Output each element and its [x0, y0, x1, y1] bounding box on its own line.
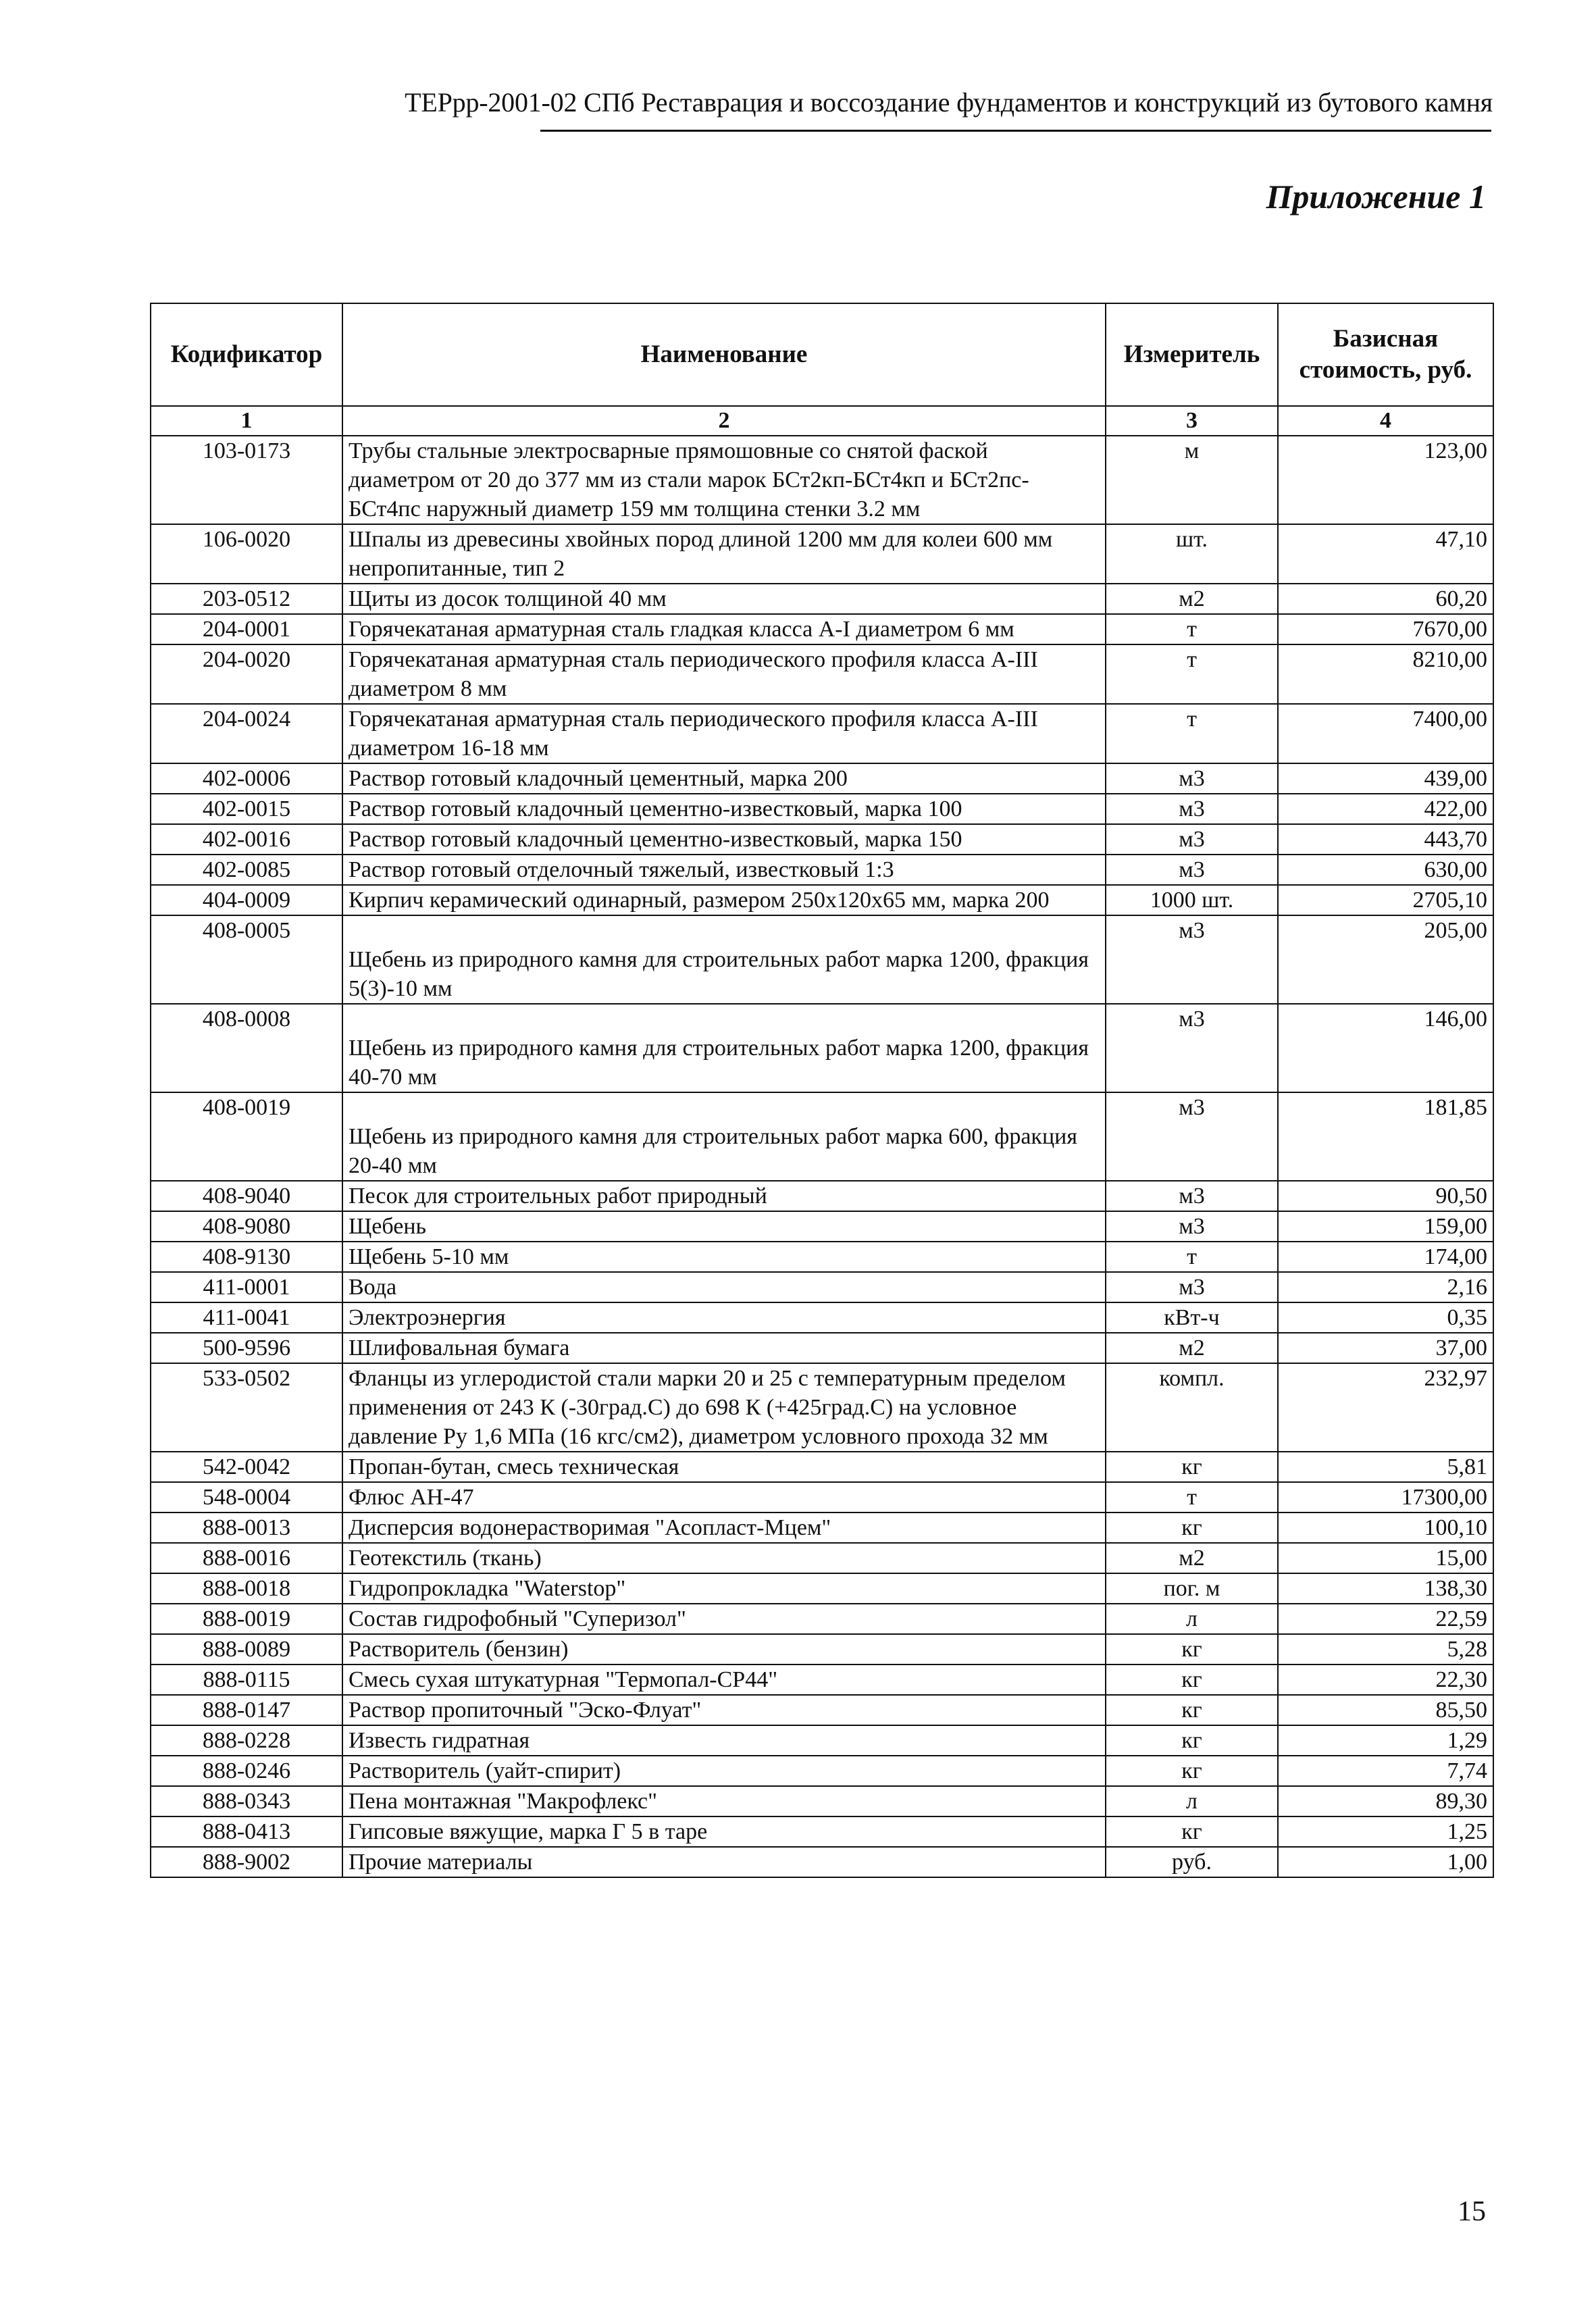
appendix-label: Приложение 1: [1266, 178, 1486, 215]
column-number-row: [151, 406, 1493, 436]
materials-price-table: [150, 303, 1494, 1878]
material-name-cell: Раствор готовый кладочный цементно-известковый, марка 100: [342, 794, 1106, 824]
unit-cell: м: [1106, 436, 1278, 524]
price-cell: 17300,00: [1278, 1482, 1493, 1513]
material-name-cell: Пропан-бутан, смесь техническая: [342, 1452, 1106, 1482]
column-header-unit: Измеритель: [1106, 303, 1278, 406]
material-name-cell: Шлифовальная бумага: [342, 1333, 1106, 1363]
price-cell: 159,00: [1278, 1211, 1493, 1242]
unit-cell: кг: [1106, 1634, 1278, 1664]
material-name-cell: Щебень: [342, 1211, 1106, 1242]
document-header-title: ТЕРрр-2001-02 СПб Реставрация и воссоздание фундаментов и конструкций из бутового камня: [405, 87, 1493, 118]
unit-cell: т: [1106, 704, 1278, 763]
material-code-cell: 408-9130: [151, 1242, 342, 1272]
price-cell: 5,28: [1278, 1634, 1493, 1664]
table-header-row: [151, 303, 1493, 406]
material-code-cell: 204-0001: [151, 614, 342, 644]
table-row: [151, 1543, 1493, 1573]
material-code-cell: 204-0024: [151, 704, 342, 763]
material-name-cell: Раствор готовый кладочный цементно-известковый, марка 150: [342, 824, 1106, 855]
price-cell: 630,00: [1278, 855, 1493, 885]
table-row: [151, 1363, 1493, 1452]
unit-cell: т: [1106, 644, 1278, 704]
material-name-cell: Кирпич керамический одинарный, размером 250х120х65 мм, марка 200: [342, 885, 1106, 915]
unit-cell: м3: [1106, 1004, 1278, 1092]
unit-cell: 1000 шт.: [1106, 885, 1278, 915]
material-code-cell: 888-0246: [151, 1756, 342, 1786]
price-cell: 85,50: [1278, 1695, 1493, 1725]
material-code-cell: 408-9040: [151, 1181, 342, 1211]
material-code-cell: 408-0019: [151, 1092, 342, 1181]
material-name-cell: Горячекатаная арматурная сталь периодического профиля класса А-III диаметром 8 мм: [342, 644, 1106, 704]
column-number: 2: [342, 406, 1106, 436]
table-row: [151, 1211, 1493, 1242]
unit-cell: м2: [1106, 1333, 1278, 1363]
unit-cell: кг: [1106, 1513, 1278, 1543]
material-code-cell: 888-0016: [151, 1543, 342, 1573]
unit-cell: кВт-ч: [1106, 1302, 1278, 1333]
table-row: [151, 1272, 1493, 1302]
table-row: [151, 524, 1493, 584]
table-row: [151, 1725, 1493, 1756]
unit-cell: л: [1106, 1604, 1278, 1634]
material-code-cell: 106-0020: [151, 524, 342, 584]
price-cell: 1,25: [1278, 1816, 1493, 1847]
price-cell: 47,10: [1278, 524, 1493, 584]
table-row: [151, 1513, 1493, 1543]
price-cell: 138,30: [1278, 1573, 1493, 1604]
material-code-cell: 402-0015: [151, 794, 342, 824]
table-row: [151, 1847, 1493, 1877]
page-number: 15: [1458, 2196, 1486, 2227]
price-cell: 7670,00: [1278, 614, 1493, 644]
material-code-cell: 402-0016: [151, 824, 342, 855]
table-row: [151, 885, 1493, 915]
material-code-cell: 408-0008: [151, 1004, 342, 1092]
material-code-cell: 533-0502: [151, 1363, 342, 1452]
column-number: 1: [151, 406, 342, 436]
material-code-cell: 888-0228: [151, 1725, 342, 1756]
unit-cell: кг: [1106, 1695, 1278, 1725]
material-name-cell: Раствор пропиточный "Эско-Флуат": [342, 1695, 1106, 1725]
material-code-cell: 103-0173: [151, 436, 342, 524]
material-code-cell: 408-9080: [151, 1211, 342, 1242]
material-code-cell: 411-0001: [151, 1272, 342, 1302]
material-name-cell: Смесь сухая штукатурная "Термопал-СР44": [342, 1664, 1106, 1695]
material-code-cell: 888-0343: [151, 1786, 342, 1816]
material-name-cell: Состав гидрофобный "Суперизол": [342, 1604, 1106, 1634]
material-name-cell: Электроэнергия: [342, 1302, 1106, 1333]
material-name-cell: Горячекатаная арматурная сталь гладкая класса А-I диаметром 6 мм: [342, 614, 1106, 644]
table-row: [151, 1004, 1493, 1092]
table-row: [151, 855, 1493, 885]
price-cell: 1,00: [1278, 1847, 1493, 1877]
unit-cell: кг: [1106, 1816, 1278, 1847]
material-name-text: Щебень из природного камня для строительных работ марка 1200, фракция 40-70 мм: [349, 1036, 1089, 1090]
material-code-cell: 408-0005: [151, 915, 342, 1004]
table-row: [151, 614, 1493, 644]
price-cell: 174,00: [1278, 1242, 1493, 1272]
material-name-cell: Дисперсия водонерастворимая "Асопласт-Мцем": [342, 1513, 1106, 1543]
material-name-cell: [342, 915, 1106, 1004]
table-row: [151, 1333, 1493, 1363]
price-cell: 5,81: [1278, 1452, 1493, 1482]
material-name-cell: Шпалы из древесины хвойных пород длиной 1200 мм для колеи 600 мм непропитанные, тип 2: [342, 524, 1106, 584]
material-name-cell: Растворитель (уайт-спирит): [342, 1756, 1106, 1786]
price-cell: 205,00: [1278, 915, 1493, 1004]
unit-cell: м3: [1106, 855, 1278, 885]
material-code-cell: 402-0006: [151, 763, 342, 794]
column-header-code: Кодификатор: [151, 303, 342, 406]
table-row: [151, 1452, 1493, 1482]
price-cell: 7400,00: [1278, 704, 1493, 763]
price-cell: 8210,00: [1278, 644, 1493, 704]
price-cell: 22,59: [1278, 1604, 1493, 1634]
unit-cell: м3: [1106, 1092, 1278, 1181]
price-cell: 439,00: [1278, 763, 1493, 794]
price-cell: 146,00: [1278, 1004, 1493, 1092]
material-name-cell: [342, 1092, 1106, 1181]
material-name-cell: Раствор готовый отделочный тяжелый, известковый 1:3: [342, 855, 1106, 885]
price-cell: 7,74: [1278, 1756, 1493, 1786]
material-code-cell: 888-0115: [151, 1664, 342, 1695]
price-cell: 60,20: [1278, 584, 1493, 614]
price-cell: 0,35: [1278, 1302, 1493, 1333]
price-cell: 89,30: [1278, 1786, 1493, 1816]
price-cell: 22,30: [1278, 1664, 1493, 1695]
table-row: [151, 1573, 1493, 1604]
table-row: [151, 1482, 1493, 1513]
table-row: [151, 794, 1493, 824]
unit-cell: м3: [1106, 824, 1278, 855]
price-cell: 37,00: [1278, 1333, 1493, 1363]
material-code-cell: 411-0041: [151, 1302, 342, 1333]
unit-cell: м3: [1106, 915, 1278, 1004]
unit-cell: м2: [1106, 1543, 1278, 1573]
material-code-cell: 888-0147: [151, 1695, 342, 1725]
price-cell: 123,00: [1278, 436, 1493, 524]
material-name-cell: Песок для строительных работ природный: [342, 1181, 1106, 1211]
unit-cell: кг: [1106, 1664, 1278, 1695]
price-cell: 422,00: [1278, 794, 1493, 824]
material-name-cell: Известь гидратная: [342, 1725, 1106, 1756]
unit-cell: м3: [1106, 1181, 1278, 1211]
unit-cell: м3: [1106, 1211, 1278, 1242]
header-divider: [540, 130, 1491, 132]
table-row: [151, 1181, 1493, 1211]
unit-cell: т: [1106, 614, 1278, 644]
table-row: [151, 1634, 1493, 1664]
unit-cell: м2: [1106, 584, 1278, 614]
material-name-cell: Щебень 5-10 мм: [342, 1242, 1106, 1272]
table-row: [151, 436, 1493, 524]
unit-cell: кг: [1106, 1452, 1278, 1482]
material-code-cell: 888-0019: [151, 1604, 342, 1634]
table-row: [151, 1816, 1493, 1847]
material-code-cell: 888-0089: [151, 1634, 342, 1664]
material-code-cell: 888-0018: [151, 1573, 342, 1604]
blank-line: [349, 1005, 1100, 1034]
material-code-cell: 402-0085: [151, 855, 342, 885]
material-name-cell: Прочие материалы: [342, 1847, 1106, 1877]
table-row: [151, 915, 1493, 1004]
material-name-cell: Гипсовые вяжущие, марка Г 5 в таре: [342, 1816, 1106, 1847]
material-name-cell: Горячекатаная арматурная сталь периодического профиля класса А-III диаметром 16-18 мм: [342, 704, 1106, 763]
table-row: [151, 644, 1493, 704]
price-cell: 90,50: [1278, 1181, 1493, 1211]
material-name-cell: Вода: [342, 1272, 1106, 1302]
unit-cell: шт.: [1106, 524, 1278, 584]
column-number: 3: [1106, 406, 1278, 436]
table-row: [151, 1695, 1493, 1725]
material-code-cell: 542-0042: [151, 1452, 342, 1482]
price-cell: 2,16: [1278, 1272, 1493, 1302]
table-row: [151, 824, 1493, 855]
blank-line: [349, 916, 1100, 945]
price-cell: 443,70: [1278, 824, 1493, 855]
material-code-cell: 888-9002: [151, 1847, 342, 1877]
material-name-cell: Гидропрокладка "Waterstop": [342, 1573, 1106, 1604]
table-row: [151, 1302, 1493, 1333]
material-code-cell: 500-9596: [151, 1333, 342, 1363]
material-name-text: Щебень из природного камня для строительных работ марка 600, фракция 20-40 мм: [349, 1124, 1077, 1178]
material-name-cell: Щиты из досок толщиной 40 мм: [342, 584, 1106, 614]
unit-cell: компл.: [1106, 1363, 1278, 1452]
table-row: [151, 1242, 1493, 1272]
price-cell: 15,00: [1278, 1543, 1493, 1573]
unit-cell: руб.: [1106, 1847, 1278, 1877]
material-code-cell: 404-0009: [151, 885, 342, 915]
material-name-cell: Фланцы из углеродистой стали марки 20 и 25 с температурным пределом применения от 243 К (-30град.С) до 698 К (+425град.С) на условное давление Ру 1,6 МПа (16 кгс/см2), диаметром условного прохода 32 мм: [342, 1363, 1106, 1452]
table-body: [151, 436, 1493, 1877]
material-name-cell: Трубы стальные электросварные прямошовные со снятой фаской диаметром от 20 до 377 мм из стали марок БСт2кп-БСт4кп и БСт2пс-БСт4пс наружный диаметр 159 мм толщина стенки 3.2 мм: [342, 436, 1106, 524]
table-row: [151, 1756, 1493, 1786]
table-row: [151, 763, 1493, 794]
blank-line: [349, 1093, 1100, 1122]
column-header-price: Базисная стоимость, руб.: [1278, 303, 1493, 406]
material-name-text: Щебень из природного камня для строительных работ марка 1200, фракция 5(3)-10 мм: [349, 947, 1089, 1001]
material-code-cell: 203-0512: [151, 584, 342, 614]
material-name-cell: [342, 1004, 1106, 1092]
material-name-cell: Раствор готовый кладочный цементный, марка 200: [342, 763, 1106, 794]
unit-cell: м3: [1106, 1272, 1278, 1302]
material-code-cell: 548-0004: [151, 1482, 342, 1513]
price-cell: 181,85: [1278, 1092, 1493, 1181]
price-cell: 232,97: [1278, 1363, 1493, 1452]
material-code-cell: 888-0413: [151, 1816, 342, 1847]
material-name-cell: Флюс АН-47: [342, 1482, 1106, 1513]
unit-cell: л: [1106, 1786, 1278, 1816]
unit-cell: кг: [1106, 1756, 1278, 1786]
table-row: [151, 1092, 1493, 1181]
material-name-cell: Растворитель (бензин): [342, 1634, 1106, 1664]
material-name-cell: Геотекстиль (ткань): [342, 1543, 1106, 1573]
unit-cell: м3: [1106, 763, 1278, 794]
unit-cell: т: [1106, 1482, 1278, 1513]
table-row: [151, 1786, 1493, 1816]
table-row: [151, 1664, 1493, 1695]
table-row: [151, 584, 1493, 614]
price-cell: 100,10: [1278, 1513, 1493, 1543]
material-code-cell: 204-0020: [151, 644, 342, 704]
table-row: [151, 704, 1493, 763]
material-name-cell: Пена монтажная "Макрофлекс": [342, 1786, 1106, 1816]
column-header-name: Наименование: [342, 303, 1106, 406]
unit-cell: т: [1106, 1242, 1278, 1272]
unit-cell: пог. м: [1106, 1573, 1278, 1604]
unit-cell: м3: [1106, 794, 1278, 824]
unit-cell: кг: [1106, 1725, 1278, 1756]
material-code-cell: 888-0013: [151, 1513, 342, 1543]
price-cell: 2705,10: [1278, 885, 1493, 915]
column-number: 4: [1278, 406, 1493, 436]
table-row: [151, 1604, 1493, 1634]
price-cell: 1,29: [1278, 1725, 1493, 1756]
